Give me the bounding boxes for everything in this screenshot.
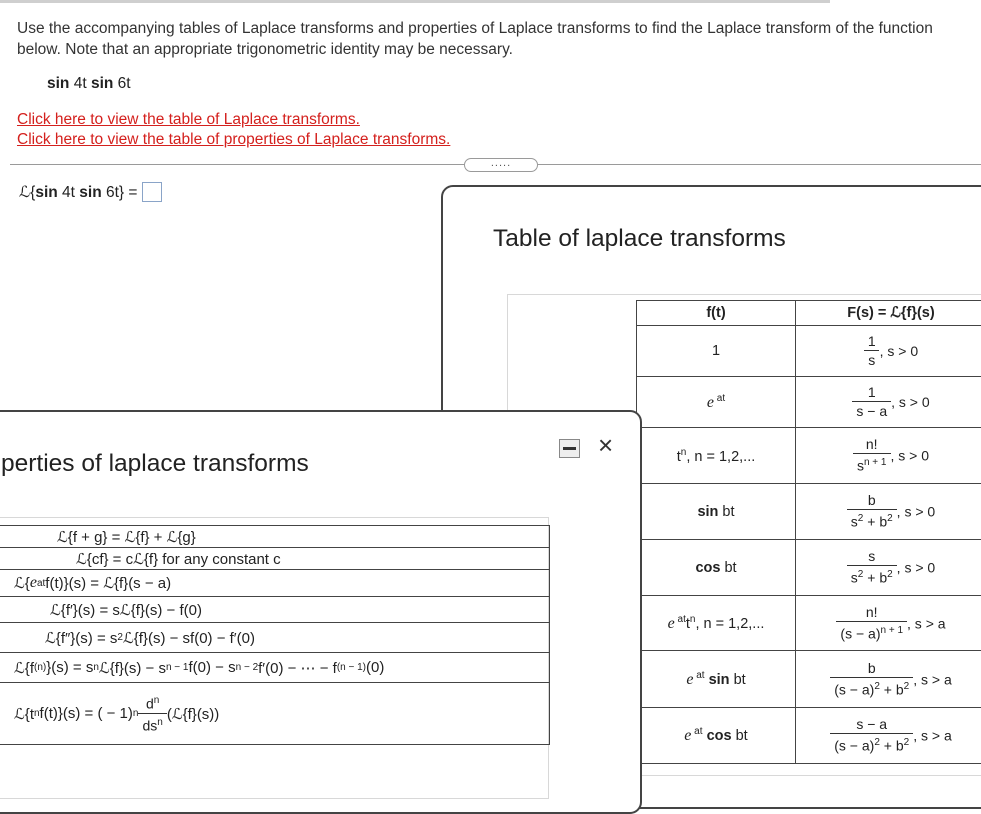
Fs-cell: $\frac{s - a}{(s - a)^2 + b^2}$ , s > a: [796, 708, 981, 764]
property-cell: ℒ{f + g} = ℒ{f} + ℒ{g}: [0, 526, 550, 548]
header-ft: f(t): [637, 301, 796, 326]
link-laplace-transforms-table[interactable]: Click here to view the table of Laplace transforms.: [17, 111, 360, 129]
ft-cell: e $^{at}$: [637, 377, 796, 428]
property-cell: ℒ{f′}(s) = sℒ{f}(s) − f(0): [0, 597, 550, 623]
minimize-button[interactable]: [559, 439, 580, 458]
table-row: [637, 540, 981, 596]
table-row: [0, 623, 550, 653]
answer-prefix: ℒ{sin 4t sin 6t} =: [19, 183, 137, 202]
table-row: [637, 377, 981, 428]
expand-handle[interactable]: .....: [464, 158, 538, 172]
table-header-row: [637, 301, 981, 326]
table-row: [0, 548, 550, 570]
table-row: [0, 597, 550, 623]
table-row: [637, 484, 981, 540]
question-prompt: Use the accompanying tables of Laplace transforms and properties of Laplace transforms to find the Laplace transform of the function below. Note that an appropriate trigonometric identity may be necessary.: [17, 18, 977, 60]
ft-cell: e $^{at}$ sin bt: [637, 651, 796, 708]
table-row: [637, 596, 981, 651]
answer-line: [19, 182, 162, 202]
link-laplace-properties-table[interactable]: Click here to view the table of properties of Laplace transforms.: [17, 131, 450, 149]
table-row: [0, 653, 550, 683]
ft-cell: e $^{at}$ cos bt: [637, 708, 796, 764]
table-row: [637, 428, 981, 484]
table-row: [637, 326, 981, 377]
property-cell: ℒ{f (n) }(s) = s n ℒ{f}(s) − s n − 1 f(0) − s n − 2 f′(0) − ⋯ − f (n − 1) (0): [0, 653, 550, 683]
table-row: [637, 651, 981, 708]
Fs-cell: $\frac{b}{(s - a)^2 + b^2}$ , s > a: [796, 651, 981, 708]
property-cell: ℒ{cf} = cℒ{f} for any constant c: [0, 548, 550, 570]
header-Fs: F(s) = ℒ{f}(s): [796, 301, 981, 326]
Fs-cell: $\frac{1}{s - a}$ , s > 0: [796, 377, 981, 428]
laplace-transforms-table: [636, 300, 981, 764]
Fs-cell: $\frac{s}{s^2 + b^2}$ , s > 0: [796, 540, 981, 596]
ft-cell: $t^n$, n = 1,2,...: [637, 428, 796, 484]
Fs-cell: $\frac{b}{s^2 + b^2}$ , s > 0: [796, 484, 981, 540]
ft-cell: cos bt: [637, 540, 796, 596]
property-cell: ℒ{t n f(t)}(s) = ( − 1) n $\frac{d^n}{ds^n}$ (ℒ{f}(s)): [0, 683, 550, 745]
laplace-properties-panel: [0, 410, 642, 814]
answer-input[interactable]: [142, 182, 162, 202]
table-row: [637, 708, 981, 764]
ft-cell: e $^{at}t^n$, n = 1,2,...: [637, 596, 796, 651]
ft-cell: sin bt: [637, 484, 796, 540]
Fs-cell: $\frac{n!}{s^{n + 1}}$ , s > 0: [796, 428, 981, 484]
table-row: [0, 570, 550, 597]
ft-cell: 1: [637, 326, 796, 377]
Fs-cell: $\frac{1}{s}$ , s > 0: [796, 326, 981, 377]
table-row: [0, 683, 550, 745]
top-divider: [0, 0, 830, 3]
laplace-properties-table: [0, 525, 550, 745]
Fs-cell: $\frac{n!}{(s - a)^{n + 1}}$ , s > a: [796, 596, 981, 651]
panel-title: perties of laplace transforms: [1, 450, 309, 478]
panel-title: Table of laplace transforms: [493, 225, 786, 253]
property-cell: ℒ{ e at f(t)}(s) = ℒ{f}(s − a): [0, 570, 550, 597]
function-expression: sin 4t sin 6t: [47, 75, 131, 93]
close-button[interactable]: ×: [598, 432, 613, 458]
property-cell: ℒ{f″}(s) = s 2 ℒ{f}(s) − sf(0) − f′(0): [0, 623, 550, 653]
table-row: [0, 526, 550, 548]
